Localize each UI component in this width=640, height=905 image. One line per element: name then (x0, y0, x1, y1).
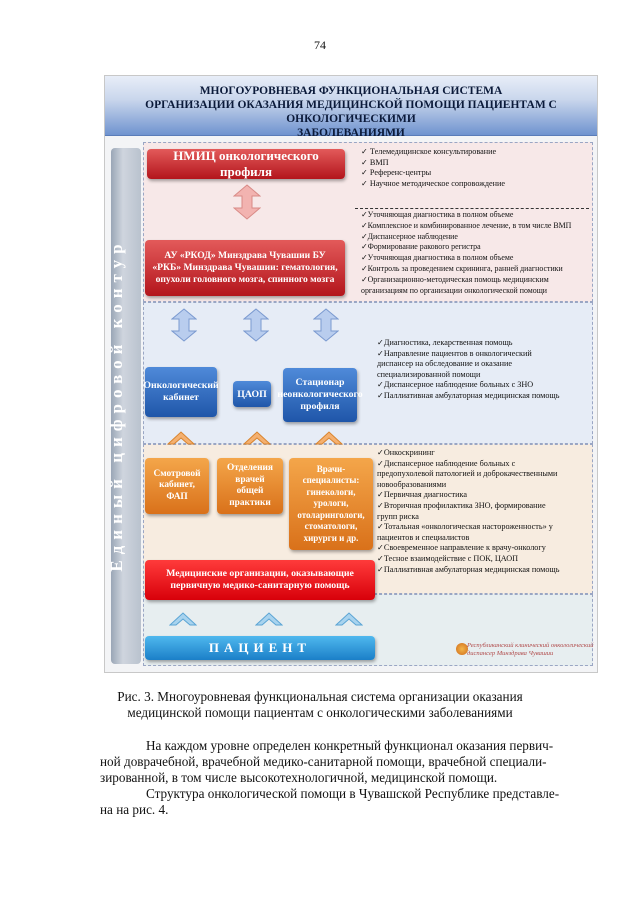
caption-line-1: Рис. 3. Многоуровневая функциональная система организации оказания (117, 689, 523, 704)
regional-list (361, 210, 593, 296)
dispensary-logo-text (467, 642, 593, 658)
logo-line: Республиканский клинический онкологический (467, 642, 594, 649)
list-item: ✓Тесное взаимодействие с ПОК, ЦАОП (377, 553, 519, 563)
patient-box: ПАЦИЕНТ (145, 636, 375, 660)
specialists-box: Врачи-специалисты: гинекологи, урологи, отоларингологи, стоматологи, хирурги и др. (289, 458, 373, 550)
list-item: ✓Первичная диагностика (377, 490, 467, 500)
list-item: ✓ Референс-центры (361, 168, 432, 178)
list-item: ✓Вторичная профилактика ЗНО, формирование (377, 500, 546, 510)
list-item: ✓Диспансерное наблюдение больных с ЗНО (377, 380, 534, 390)
list-item: ✓Организационно-методическая помощь медицинским (361, 274, 549, 284)
list-item: специализированной помощи (377, 369, 481, 379)
examination-room-box: Смотровой кабинет, ФАП (145, 458, 209, 514)
figure-caption (0, 689, 640, 721)
list-item: ✓Направление пациентов в онкологический (377, 348, 532, 358)
text-line: на на рис. 4. (100, 802, 169, 817)
divider (355, 208, 589, 209)
list-item: организациям по организации онкологической помощи (361, 285, 547, 295)
chevron-up-icon (169, 611, 197, 627)
list-item: групп риска (377, 511, 419, 521)
figure-title-line-1: МНОГОУРОВНЕВАЯ ФУНКЦИОНАЛЬНАЯ СИСТЕМА (199, 85, 503, 97)
list-item: ✓Диагностика, лекарственная помощь (377, 338, 513, 347)
non-oncology-hospital-box: Стационар неонкологического профиля (283, 368, 357, 422)
primary-list (377, 448, 593, 575)
list-item: ✓Комплексное и комбинированное лечение, в том числе ВМП (361, 220, 572, 230)
list-item: ✓Формирование ракового регистра (361, 242, 481, 252)
chevron-up-icon (335, 611, 363, 627)
caop-box: ЦАОП (233, 381, 271, 407)
caption-line-2: медицинской помощи пациентам с онкологическими заболеваниями (127, 705, 513, 720)
text-line: На каждом уровне определен конкретный функционал оказания первич- (146, 738, 554, 753)
list-item: ✓Своевременное направление к врачу-онкологу (377, 543, 546, 553)
oncology-office-box: Онкологический кабинет (145, 367, 217, 417)
list-item: ✓Диспансерное наблюдение больных с (377, 458, 516, 468)
list-item: ✓Уточняющая диагностика в полном объеме (361, 253, 514, 263)
chevron-up-icon (167, 430, 195, 446)
figure-title (105, 76, 597, 139)
double-arrow-icon (313, 308, 339, 342)
list-item: ✓Тотальная «онкологическая настороженность» у (377, 522, 553, 532)
nmic-box: НМИЦ онкологического профиля (147, 149, 345, 179)
logo-line: диспансер Минздрава Чувашии (467, 650, 554, 657)
secondary-list (377, 338, 593, 402)
list-item: ✓Паллиативная амбулаторная медицинская помощь (377, 564, 560, 574)
double-arrow-icon (243, 308, 269, 342)
figure-title-line-3: ЗАБОЛЕВАНИЯМИ (297, 127, 405, 139)
regional-centers-box: АУ «РКОД» Минздрава Чувашии БУ «РКБ» Минздрава Чувашии: гематология, опухоли головного мозга, спинного мозга (145, 240, 345, 296)
list-item: ✓Онкоскрининг (377, 448, 435, 457)
list-item: ✓ Научное методическое сопровождение (361, 178, 506, 188)
general-practice-box: Отделения врачей общей практики (217, 458, 283, 514)
list-item: ✓Контроль за проведением скрининга, ранней диагностики (361, 263, 563, 273)
primary-care-orgs-box: Медицинские организации, оказывающие первичную медико-санитарную помощь (145, 560, 375, 600)
double-arrow-icon (233, 184, 261, 220)
double-arrow-icon (171, 308, 197, 342)
body-paragraph-1 (100, 738, 589, 786)
chevron-up-icon (243, 430, 271, 446)
chevron-up-icon (315, 430, 343, 446)
figure-title-line-2: ОРГАНИЗАЦИИ ОКАЗАНИЯ МЕДИЦИНСКОЙ ПОМОЩИ ПАЦИЕНТАМ С ОНКОЛОГИЧЕСКИМИ (145, 99, 557, 125)
body-paragraph-2 (100, 786, 589, 818)
list-item: ✓ ВМП (361, 157, 389, 167)
list-item: ✓Диспансерное наблюдение (361, 231, 458, 241)
page-number: 74 (314, 38, 326, 52)
text-line: зированной, в том числе высокотехнологичной, медицинской помощи. (100, 770, 498, 785)
list-item: диспансер на обследование и оказание (377, 359, 513, 369)
text-line: Структура онкологической помощи в Чувашской Республике представле- (146, 786, 560, 801)
list-item: ✓Уточняющая диагностика в полном объеме (361, 210, 514, 219)
text-line: ной доврачебной, врачебной медико-санитарной помощи, врачебной специали- (100, 754, 547, 769)
list-item: новообразованиями (377, 479, 447, 489)
list-item: пациентов и специалистов (377, 532, 470, 542)
digital-contour-label: Единый цифровой контур (107, 238, 126, 572)
list-item: ✓ Телемедицинское консультирование (361, 147, 497, 156)
chevron-up-icon (255, 611, 283, 627)
list-item: предопухолевой патологией и доброкачественными (377, 469, 558, 479)
nmic-list (361, 147, 591, 189)
list-item: ✓Паллиативная амбулаторная медицинская помощь (377, 390, 560, 400)
figure-diagram (104, 75, 598, 673)
